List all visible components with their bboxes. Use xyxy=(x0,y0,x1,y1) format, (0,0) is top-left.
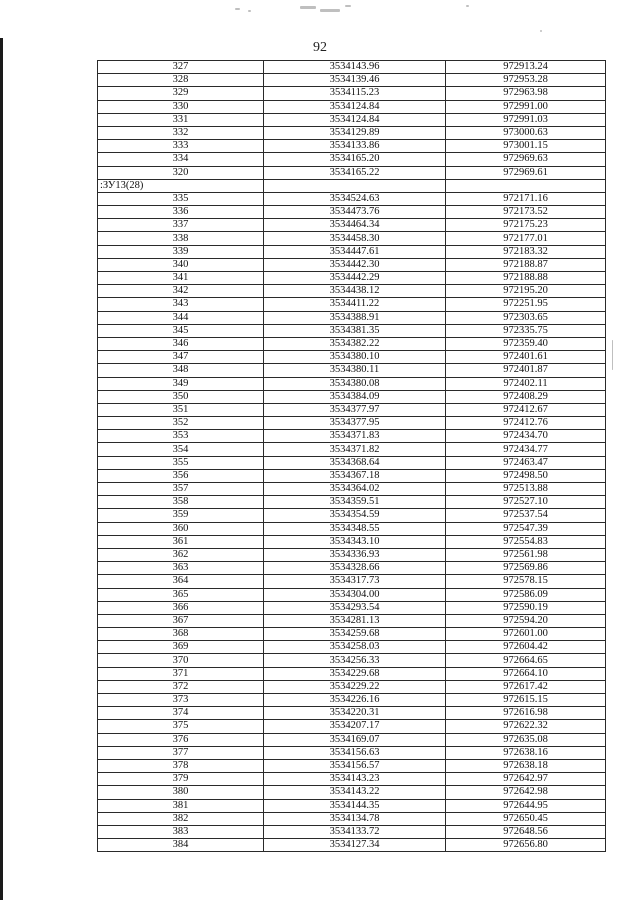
point-number-cell: 380 xyxy=(98,786,264,799)
point-number-cell: 335 xyxy=(98,192,264,205)
y-coordinate-cell: 972601.00 xyxy=(446,628,606,641)
y-coordinate-cell: 972412.76 xyxy=(446,417,606,430)
point-number-cell: 334 xyxy=(98,153,264,166)
x-coordinate-cell: 3534256.33 xyxy=(264,654,446,667)
y-coordinate-cell: 973000.63 xyxy=(446,126,606,139)
point-number-cell: 331 xyxy=(98,113,264,126)
point-number-cell: 330 xyxy=(98,100,264,113)
y-coordinate-cell: 972183.32 xyxy=(446,245,606,258)
table-row xyxy=(98,799,606,812)
point-number-cell: 376 xyxy=(98,733,264,746)
y-coordinate-cell: 972638.16 xyxy=(446,746,606,759)
table-row xyxy=(98,786,606,799)
table-row xyxy=(98,562,606,575)
point-number-cell: 367 xyxy=(98,614,264,627)
coordinates-table xyxy=(97,60,606,852)
y-coordinate-cell: 972561.98 xyxy=(446,548,606,561)
x-coordinate-cell: 3534293.54 xyxy=(264,601,446,614)
point-number-cell: 320 xyxy=(98,166,264,179)
x-coordinate-cell: 3534371.82 xyxy=(264,443,446,456)
table-row xyxy=(98,733,606,746)
table-row xyxy=(98,654,606,667)
x-coordinate-cell: 3534143.96 xyxy=(264,61,446,74)
x-coordinate-cell: 3534442.30 xyxy=(264,258,446,271)
y-coordinate-cell: 972537.54 xyxy=(446,509,606,522)
table-row xyxy=(98,773,606,786)
table-row xyxy=(98,614,606,627)
table-row xyxy=(98,667,606,680)
table-row xyxy=(98,364,606,377)
y-coordinate-cell: 972434.77 xyxy=(446,443,606,456)
table-row xyxy=(98,759,606,772)
scan-noise xyxy=(466,5,469,7)
x-coordinate-cell: 3534281.13 xyxy=(264,614,446,627)
point-number-cell: 354 xyxy=(98,443,264,456)
table-row xyxy=(98,641,606,654)
x-coordinate-cell: 3534220.31 xyxy=(264,707,446,720)
table-row xyxy=(98,74,606,87)
table-row xyxy=(98,87,606,100)
table-row xyxy=(98,311,606,324)
point-number-cell: 360 xyxy=(98,522,264,535)
scan-noise xyxy=(345,5,351,7)
x-coordinate-cell: 3534133.72 xyxy=(264,825,446,838)
y-coordinate-cell: 972188.88 xyxy=(446,272,606,285)
table-row xyxy=(98,272,606,285)
table-row xyxy=(98,232,606,245)
point-number-cell: 344 xyxy=(98,311,264,324)
table-row xyxy=(98,192,606,205)
table-row xyxy=(98,351,606,364)
point-number-cell: 349 xyxy=(98,377,264,390)
point-number-cell: 369 xyxy=(98,641,264,654)
table-row xyxy=(98,337,606,350)
point-number-cell: 353 xyxy=(98,430,264,443)
y-coordinate-cell: 972554.83 xyxy=(446,535,606,548)
table-row xyxy=(98,496,606,509)
scan-left-edge-bar xyxy=(0,38,3,900)
y-coordinate-cell: 972463.47 xyxy=(446,456,606,469)
y-coordinate-cell: 973001.15 xyxy=(446,140,606,153)
point-number-cell: 343 xyxy=(98,298,264,311)
y-coordinate-cell: 972569.86 xyxy=(446,562,606,575)
x-coordinate-cell: 3534367.18 xyxy=(264,469,446,482)
x-coordinate-cell: 3534348.55 xyxy=(264,522,446,535)
table-row xyxy=(98,812,606,825)
table-row xyxy=(98,746,606,759)
x-coordinate-cell: 3534207.17 xyxy=(264,720,446,733)
table-row xyxy=(98,166,606,179)
point-number-cell: 333 xyxy=(98,140,264,153)
x-coordinate-cell: 3534169.07 xyxy=(264,733,446,746)
x-coordinate-cell: 3534129.89 xyxy=(264,126,446,139)
point-number-cell: 365 xyxy=(98,588,264,601)
x-coordinate-cell: 3534524.63 xyxy=(264,192,446,205)
x-coordinate-cell: 3534364.02 xyxy=(264,483,446,496)
scan-noise xyxy=(612,340,613,370)
x-coordinate-cell: 3534382.22 xyxy=(264,337,446,350)
table-row xyxy=(98,100,606,113)
point-number-cell: 361 xyxy=(98,535,264,548)
table-row xyxy=(98,298,606,311)
y-coordinate-cell: 972195.20 xyxy=(446,285,606,298)
table-row xyxy=(98,390,606,403)
x-coordinate-cell: 3534127.34 xyxy=(264,839,446,852)
point-number-cell: 332 xyxy=(98,126,264,139)
table-row xyxy=(98,258,606,271)
point-number-cell: 384 xyxy=(98,839,264,852)
y-coordinate-cell: 972963.98 xyxy=(446,87,606,100)
x-coordinate-cell: 3534336.93 xyxy=(264,548,446,561)
table-row xyxy=(98,113,606,126)
point-number-cell: 348 xyxy=(98,364,264,377)
x-coordinate-cell: 3534371.83 xyxy=(264,430,446,443)
x-coordinate-cell: 3534226.16 xyxy=(264,694,446,707)
y-coordinate-cell: 972177.01 xyxy=(446,232,606,245)
empty-cell xyxy=(446,179,606,192)
y-coordinate-cell: 972527.10 xyxy=(446,496,606,509)
y-coordinate-cell: 972175.23 xyxy=(446,219,606,232)
x-coordinate-cell: 3534442.29 xyxy=(264,272,446,285)
page-number: 92 xyxy=(313,40,327,55)
table-row xyxy=(98,456,606,469)
table-row xyxy=(98,417,606,430)
point-number-cell: 329 xyxy=(98,87,264,100)
x-coordinate-cell: 3534380.08 xyxy=(264,377,446,390)
x-coordinate-cell: 3534229.22 xyxy=(264,680,446,693)
x-coordinate-cell: 3534380.11 xyxy=(264,364,446,377)
table-row xyxy=(98,680,606,693)
point-number-cell: 371 xyxy=(98,667,264,680)
x-coordinate-cell: 3534144.35 xyxy=(264,799,446,812)
y-coordinate-cell: 972402.11 xyxy=(446,377,606,390)
x-coordinate-cell: 3534377.95 xyxy=(264,417,446,430)
y-coordinate-cell: 972953.28 xyxy=(446,74,606,87)
point-number-cell: 328 xyxy=(98,74,264,87)
y-coordinate-cell: 972617.42 xyxy=(446,680,606,693)
x-coordinate-cell: 3534464.34 xyxy=(264,219,446,232)
x-coordinate-cell: 3534388.91 xyxy=(264,311,446,324)
x-coordinate-cell: 3534143.23 xyxy=(264,773,446,786)
y-coordinate-cell: 972188.87 xyxy=(446,258,606,271)
table-row xyxy=(98,522,606,535)
point-number-cell: 352 xyxy=(98,417,264,430)
table-row xyxy=(98,509,606,522)
table-row xyxy=(98,483,606,496)
table-row xyxy=(98,430,606,443)
x-coordinate-cell: 3534359.51 xyxy=(264,496,446,509)
y-coordinate-cell: 972642.98 xyxy=(446,786,606,799)
table-row xyxy=(98,443,606,456)
table-row xyxy=(98,548,606,561)
table-row xyxy=(98,324,606,337)
x-coordinate-cell: 3534165.20 xyxy=(264,153,446,166)
table-row xyxy=(98,588,606,601)
table-row xyxy=(98,628,606,641)
x-coordinate-cell: 3534124.84 xyxy=(264,113,446,126)
x-coordinate-cell: 3534411.22 xyxy=(264,298,446,311)
y-coordinate-cell: 972664.65 xyxy=(446,654,606,667)
point-number-cell: 346 xyxy=(98,337,264,350)
point-number-cell: 372 xyxy=(98,680,264,693)
point-number-cell: 363 xyxy=(98,562,264,575)
point-number-cell: 374 xyxy=(98,707,264,720)
table-row xyxy=(98,825,606,838)
point-number-cell: 379 xyxy=(98,773,264,786)
y-coordinate-cell: 972401.61 xyxy=(446,351,606,364)
x-coordinate-cell: 3534317.73 xyxy=(264,575,446,588)
y-coordinate-cell: 972622.32 xyxy=(446,720,606,733)
x-coordinate-cell: 3534143.22 xyxy=(264,786,446,799)
y-coordinate-cell: 972547.39 xyxy=(446,522,606,535)
y-coordinate-cell: 972590.19 xyxy=(446,601,606,614)
table-row xyxy=(98,153,606,166)
y-coordinate-cell: 972578.15 xyxy=(446,575,606,588)
y-coordinate-cell: 972991.03 xyxy=(446,113,606,126)
point-number-cell: 378 xyxy=(98,759,264,772)
y-coordinate-cell: 972513.88 xyxy=(446,483,606,496)
point-number-cell: 370 xyxy=(98,654,264,667)
point-number-cell: 377 xyxy=(98,746,264,759)
y-coordinate-cell: 972615.15 xyxy=(446,694,606,707)
table-row xyxy=(98,720,606,733)
point-number-cell: 355 xyxy=(98,456,264,469)
scan-noise xyxy=(300,6,316,9)
x-coordinate-cell: 3534380.10 xyxy=(264,351,446,364)
scan-noise xyxy=(320,9,340,12)
y-coordinate-cell: 972594.20 xyxy=(446,614,606,627)
point-number-cell: 359 xyxy=(98,509,264,522)
point-number-cell: 383 xyxy=(98,825,264,838)
x-coordinate-cell: 3534473.76 xyxy=(264,206,446,219)
x-coordinate-cell: 3534438.12 xyxy=(264,285,446,298)
table-row xyxy=(98,206,606,219)
table-row xyxy=(98,469,606,482)
section-row xyxy=(98,179,606,192)
point-number-cell: 368 xyxy=(98,628,264,641)
table-row xyxy=(98,575,606,588)
x-coordinate-cell: 3534156.63 xyxy=(264,746,446,759)
point-number-cell: 342 xyxy=(98,285,264,298)
y-coordinate-cell: 972635.08 xyxy=(446,733,606,746)
y-coordinate-cell: 972434.70 xyxy=(446,430,606,443)
table-row xyxy=(98,707,606,720)
x-coordinate-cell: 3534304.00 xyxy=(264,588,446,601)
y-coordinate-cell: 972412.67 xyxy=(446,403,606,416)
point-number-cell: 364 xyxy=(98,575,264,588)
point-number-cell: 362 xyxy=(98,548,264,561)
y-coordinate-cell: 972173.52 xyxy=(446,206,606,219)
x-coordinate-cell: 3534258.03 xyxy=(264,641,446,654)
scan-noise xyxy=(540,30,542,32)
x-coordinate-cell: 3534139.46 xyxy=(264,74,446,87)
x-coordinate-cell: 3534156.57 xyxy=(264,759,446,772)
x-coordinate-cell: 3534229.68 xyxy=(264,667,446,680)
y-coordinate-cell: 972644.95 xyxy=(446,799,606,812)
y-coordinate-cell: 972408.29 xyxy=(446,390,606,403)
point-number-cell: 340 xyxy=(98,258,264,271)
point-number-cell: 337 xyxy=(98,219,264,232)
y-coordinate-cell: 972642.97 xyxy=(446,773,606,786)
y-coordinate-cell: 972656.80 xyxy=(446,839,606,852)
y-coordinate-cell: 972335.75 xyxy=(446,324,606,337)
y-coordinate-cell: 972991.00 xyxy=(446,100,606,113)
x-coordinate-cell: 3534328.66 xyxy=(264,562,446,575)
x-coordinate-cell: 3534354.59 xyxy=(264,509,446,522)
point-number-cell: 341 xyxy=(98,272,264,285)
x-coordinate-cell: 3534115.23 xyxy=(264,87,446,100)
table-row xyxy=(98,285,606,298)
y-coordinate-cell: 972664.10 xyxy=(446,667,606,680)
table-row xyxy=(98,126,606,139)
y-coordinate-cell: 972913.24 xyxy=(446,61,606,74)
point-number-cell: 356 xyxy=(98,469,264,482)
x-coordinate-cell: 3534368.64 xyxy=(264,456,446,469)
point-number-cell: 345 xyxy=(98,324,264,337)
table-row xyxy=(98,403,606,416)
table-row xyxy=(98,219,606,232)
point-number-cell: 357 xyxy=(98,483,264,496)
point-number-cell: 382 xyxy=(98,812,264,825)
point-number-cell: 375 xyxy=(98,720,264,733)
y-coordinate-cell: 972638.18 xyxy=(446,759,606,772)
point-number-cell: 338 xyxy=(98,232,264,245)
table-row xyxy=(98,601,606,614)
y-coordinate-cell: 972969.63 xyxy=(446,153,606,166)
x-coordinate-cell: 3534381.35 xyxy=(264,324,446,337)
y-coordinate-cell: 972969.61 xyxy=(446,166,606,179)
x-coordinate-cell: 3534259.68 xyxy=(264,628,446,641)
x-coordinate-cell: 3534133.86 xyxy=(264,140,446,153)
point-number-cell: 339 xyxy=(98,245,264,258)
scan-noise xyxy=(248,10,251,12)
y-coordinate-cell: 972648.56 xyxy=(446,825,606,838)
point-number-cell: 381 xyxy=(98,799,264,812)
section-label: :ЗУ13(28) xyxy=(98,179,264,192)
table-row xyxy=(98,535,606,548)
point-number-cell: 347 xyxy=(98,351,264,364)
y-coordinate-cell: 972401.87 xyxy=(446,364,606,377)
empty-cell xyxy=(264,179,446,192)
table-row xyxy=(98,839,606,852)
x-coordinate-cell: 3534447.61 xyxy=(264,245,446,258)
table-row xyxy=(98,61,606,74)
table-row xyxy=(98,377,606,390)
y-coordinate-cell: 972586.09 xyxy=(446,588,606,601)
y-coordinate-cell: 972303.65 xyxy=(446,311,606,324)
point-number-cell: 327 xyxy=(98,61,264,74)
x-coordinate-cell: 3534134.78 xyxy=(264,812,446,825)
point-number-cell: 358 xyxy=(98,496,264,509)
y-coordinate-cell: 972171.16 xyxy=(446,192,606,205)
y-coordinate-cell: 972251.95 xyxy=(446,298,606,311)
x-coordinate-cell: 3534165.22 xyxy=(264,166,446,179)
table-row xyxy=(98,694,606,707)
y-coordinate-cell: 972498.50 xyxy=(446,469,606,482)
x-coordinate-cell: 3534124.84 xyxy=(264,100,446,113)
point-number-cell: 350 xyxy=(98,390,264,403)
y-coordinate-cell: 972359.40 xyxy=(446,337,606,350)
table-row xyxy=(98,140,606,153)
point-number-cell: 336 xyxy=(98,206,264,219)
point-number-cell: 373 xyxy=(98,694,264,707)
x-coordinate-cell: 3534384.09 xyxy=(264,390,446,403)
point-number-cell: 351 xyxy=(98,403,264,416)
table-row xyxy=(98,245,606,258)
point-number-cell: 366 xyxy=(98,601,264,614)
x-coordinate-cell: 3534458.30 xyxy=(264,232,446,245)
scan-noise xyxy=(235,8,240,10)
x-coordinate-cell: 3534377.97 xyxy=(264,403,446,416)
y-coordinate-cell: 972616.98 xyxy=(446,707,606,720)
y-coordinate-cell: 972650.45 xyxy=(446,812,606,825)
y-coordinate-cell: 972604.42 xyxy=(446,641,606,654)
x-coordinate-cell: 3534343.10 xyxy=(264,535,446,548)
